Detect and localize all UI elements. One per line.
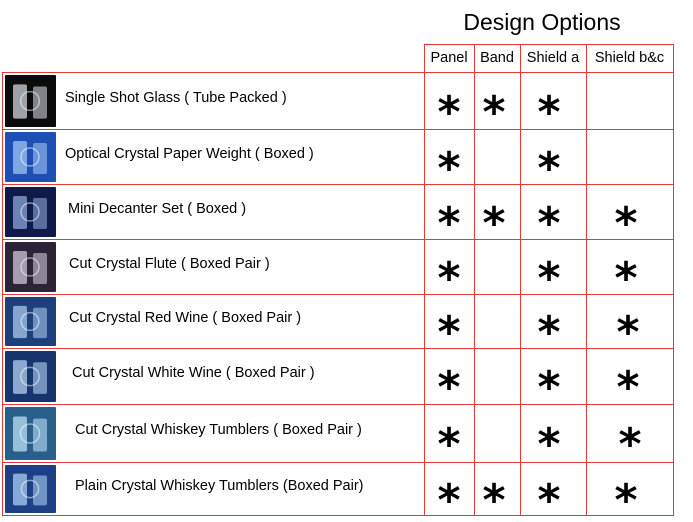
option-mark-panel (429, 143, 469, 183)
row-border (2, 239, 674, 240)
option-mark-band (474, 87, 514, 127)
design-options-title: Design Options (463, 9, 621, 35)
column-divider (586, 44, 587, 516)
asterisk-mark: * (537, 419, 561, 459)
asterisk-mark: * (537, 86, 561, 127)
asterisk-mark: * (618, 419, 642, 459)
product-name: Mini Decanter Set ( Boxed ) (68, 200, 247, 217)
option-mark-panel (429, 198, 469, 238)
option-mark-band (474, 475, 514, 515)
product-name: Single Shot Glass ( Tube Packed ) (65, 89, 287, 106)
table-left-border (2, 72, 3, 516)
product-name: Cut Crystal Whiskey Tumblers ( Boxed Pair ) (75, 422, 362, 438)
option-mark-shield-a (529, 143, 569, 183)
product-name: Plain Crystal Whiskey Tumblers (Boxed Pair) (75, 477, 364, 494)
option-mark-panel (429, 87, 469, 127)
row-border (2, 462, 674, 463)
option-mark-shield-a (529, 475, 569, 515)
row-border (2, 515, 674, 516)
column-divider (424, 44, 425, 516)
option-mark-shield-a (529, 253, 569, 293)
asterisk-mark: * (437, 142, 461, 183)
asterisk-mark: * (537, 474, 561, 515)
asterisk-mark: * (614, 474, 638, 515)
asterisk-mark: * (537, 252, 561, 293)
product-name: Cut Crystal White Wine ( Boxed Pair ) (72, 365, 315, 381)
option-mark-panel (429, 253, 469, 293)
column-header-shield-b-c: Shield b&c (594, 50, 665, 66)
product-thumbnail (5, 407, 56, 460)
row-border (2, 404, 674, 405)
asterisk-mark: * (437, 252, 461, 293)
column-divider (520, 44, 521, 516)
asterisk-mark: * (437, 474, 461, 515)
product-name: Optical Crystal Paper Weight ( Boxed ) (65, 145, 314, 162)
row-border (2, 72, 674, 73)
asterisk-mark: * (482, 197, 506, 238)
asterisk-mark: * (537, 307, 561, 347)
product-thumbnail (5, 187, 56, 237)
asterisk-mark: * (437, 419, 461, 459)
asterisk-mark: * (616, 307, 640, 347)
option-mark-shield-a (529, 419, 569, 459)
asterisk-mark: * (616, 362, 640, 402)
product-thumbnail (5, 132, 56, 182)
option-mark-shield-b-c (608, 362, 648, 402)
option-mark-shield-a (529, 87, 569, 127)
option-mark-panel (429, 362, 469, 402)
option-mark-band (474, 198, 514, 238)
product-thumbnail (5, 351, 56, 402)
asterisk-mark: * (482, 474, 506, 515)
asterisk-mark: * (614, 252, 638, 293)
column-divider (673, 44, 674, 516)
product-thumbnail (5, 242, 56, 292)
asterisk-mark: * (437, 362, 461, 402)
product-thumbnail (5, 297, 56, 346)
product-thumbnail (5, 75, 56, 127)
option-mark-panel (429, 475, 469, 515)
product-name: Cut Crystal Red Wine ( Boxed Pair ) (69, 310, 302, 326)
asterisk-mark: * (437, 307, 461, 347)
column-header-shield-a: Shield a (526, 50, 580, 66)
header-top-border (424, 44, 674, 45)
row-border (2, 348, 674, 349)
product-name: Cut Crystal Flute ( Boxed Pair ) (69, 255, 270, 272)
asterisk-mark: * (482, 86, 506, 127)
row-border (2, 294, 674, 295)
option-mark-shield-a (529, 307, 569, 347)
option-mark-shield-b-c (606, 253, 646, 293)
option-mark-panel (429, 419, 469, 459)
asterisk-mark: * (537, 362, 561, 402)
asterisk-mark: * (614, 197, 638, 238)
column-header-band: Band (480, 50, 514, 66)
option-mark-panel (429, 307, 469, 347)
column-header-panel: Panel (430, 50, 468, 66)
option-mark-shield-b-c (606, 198, 646, 238)
asterisk-mark: * (437, 197, 461, 238)
product-thumbnail (5, 465, 56, 513)
option-mark-shield-a (529, 362, 569, 402)
option-mark-shield-b-c (606, 475, 646, 515)
option-mark-shield-a (529, 198, 569, 238)
option-mark-shield-b-c (608, 307, 648, 347)
asterisk-mark: * (537, 142, 561, 183)
row-border (2, 129, 674, 130)
asterisk-mark: * (537, 197, 561, 238)
asterisk-mark: * (437, 86, 461, 127)
row-border (2, 184, 674, 185)
option-mark-shield-b-c (610, 419, 650, 459)
